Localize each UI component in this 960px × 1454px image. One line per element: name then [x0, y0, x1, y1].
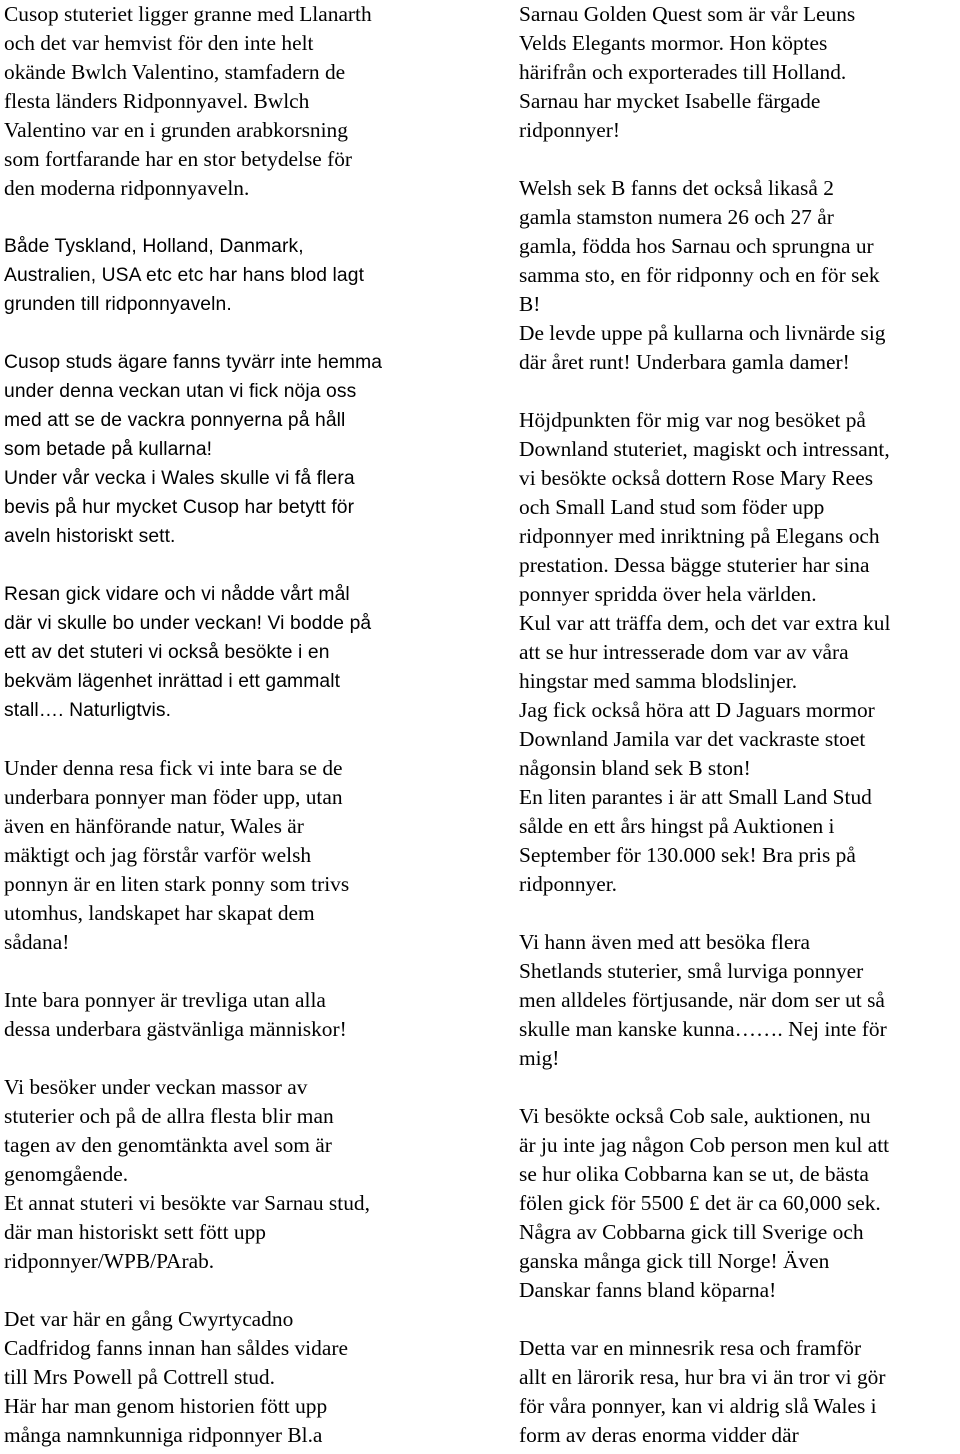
paragraph-cwyrtycadno: Det var här en gång Cwyrtycadno Cadfridog fanns innan han såldes vidare till Mrs Powell på Cottrell stud. Här har man genom historien fött upp många namnkunniga ridponnyer Bl.a	[4, 1307, 348, 1447]
paragraph-sarnau-stud: Vi besöker under veckan massor av stuterier och på de allra flesta blir man tagen av den genomtänkta avel som är genomgående. Et annat stuteri vi besökte var Sarnau stud, där man historiskt sett fött upp ridponnyer/WPB/PArab.	[4, 1075, 370, 1273]
paragraph-shetland-studs: Vi hann även med att besöka flera Shetlands stuterier, små lurviga ponnyer men alldeles förtjusande, när dom ser ut så skulle man kanske kunna……. Nej inte för mig!	[519, 930, 887, 1070]
paragraph-cob-sale: Vi besökte också Cob sale, auktionen, nu är ju inte jag någon Cob person men kul att se hur olika Cobbarna kan se ut, de bästa fölen gick för 5500 £ det är ca 60,000 sek. Några av Cobbarna gick till Sverige och ganska många gick till Norge! Även Danskar fanns bland köparna!	[519, 1104, 890, 1302]
paragraph-cusop-owners: Cusop studs ägare fanns tyvärr inte hemma under denna veckan utan vi fick nöja oss med att se de vackra ponnyerna på håll som betade på kullarna! Under vår vecka i Wales skulle vi få flera bevis på hur mycket Cusop har betytt för aveln historiskt sett.	[4, 352, 383, 547]
left-column	[4, 0, 474, 1450]
paragraph-wales-nature: Under denna resa fick vi inte bara se de underbara ponnyer man föder upp, utan även en hänförande natur, Wales är mäktigt och jag förstår varför welsh ponnyn är en liten stark ponny som trivs utomhus, landskapet har skapat dem sådana!	[4, 756, 350, 954]
paragraph-sarnau-golden-quest: Sarnau Golden Quest som är vår Leuns Velds Elegants mormor. Hon köptes härifrån och exporterades till Holland. Sarnau har mycket Isabelle färgade ridponnyer!	[519, 2, 856, 142]
paragraph-accommodation: Resan gick vidare och vi nådde vårt mål där vi skulle bo under veckan! Vi bodde på ett av det stuteri vi också besökte i en bekväm lägenhet inrättad i ett gammalt stall…. Naturligtvis.	[4, 584, 372, 721]
paragraph-memorable-trip: Detta var en minnesrik resa och framför allt en lärorik resa, hur bra vi än tror vi gör för våra ponnyer, kan vi aldrig slå Wales i form av deras enorma vidder där	[519, 1336, 886, 1447]
paragraph-bloodline-countries: Både Tyskland, Holland, Danmark, Australien, USA etc etc har hans blod lagt grunden till ridponnyaveln.	[4, 236, 365, 315]
paragraph-welsh-sek-b: Welsh sek B fanns det också likaså 2 gamla stamston numera 26 och 27 år gamla, födda hos Sarnau och sprungna ur samma sto, en för ridponny och en för sek B! De levde uppe på kullarna och livnärde sig där året runt! Underbara gamla damer!	[519, 176, 886, 374]
paragraph-cusop-stud: Cusop stuteriet ligger granne med Llanarth och det var hemvist för den inte helt okände Bwlch Valentino, stamfadern de flesta länders Ridponnyavel. Bwlch Valentino var en i grunden arabkorsning som fortfarande har en stor betydelse för den moderna ridponnyaveln.	[4, 2, 372, 200]
paragraph-hospitable-people: Inte bara ponnyer är trevliga utan alla dessa underbara gästvänliga människor!	[4, 988, 347, 1041]
right-column	[519, 0, 960, 1450]
paragraph-downland-highlight: Höjdpunkten för mig var nog besöket på Downland stuteriet, magiskt och intressant, vi besökte också dottern Rose Mary Rees och Small Land stud som föder upp ridponnyer med inriktning på Elegans och prestation. Dessa bägge stuterier har sina ponnyer spridda över hela världen. Kul var att träffa dem, och det var extra kul att se hur intresserade dom var av våra hingstar med samma blodslinjer. Jag fick också höra att D Jaguars mormor Downland Jamila var det vackraste stoet någonsin bland sek B ston! En liten parantes i är att Small Land Stud sålde en ett års hingst på Auktionen i September för 130.000 sek! Bra pris på ridponnyer.	[519, 408, 891, 896]
